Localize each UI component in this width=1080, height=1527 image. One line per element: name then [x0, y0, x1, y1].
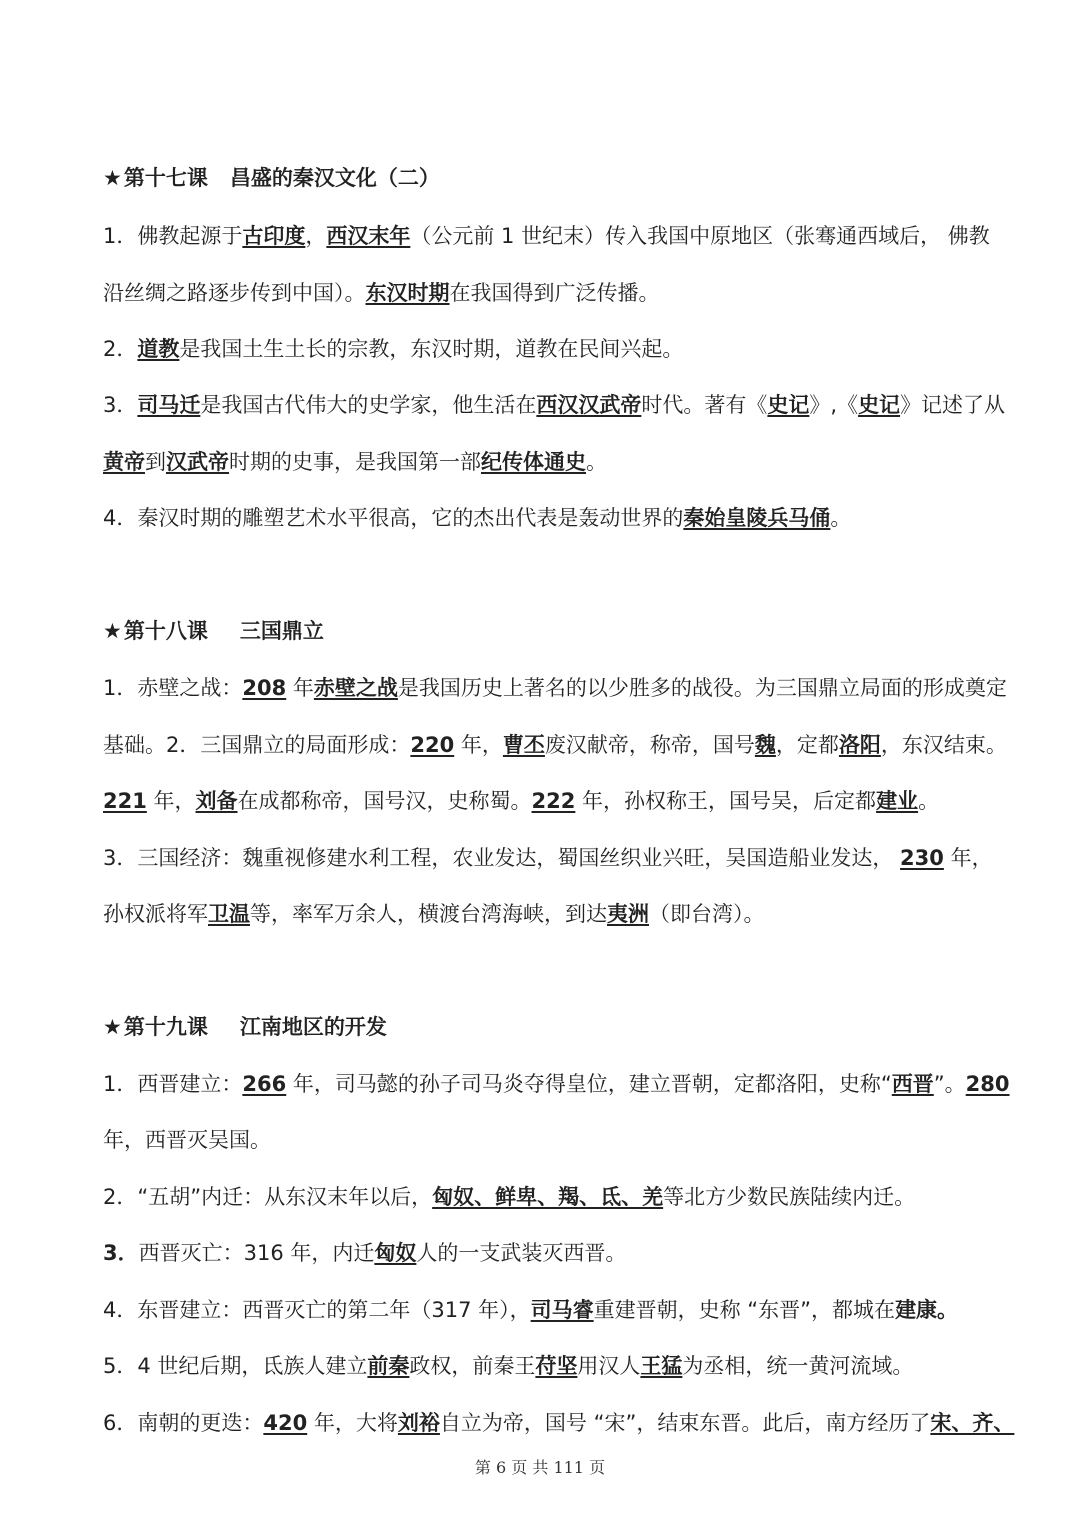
star-icon: ★: [103, 619, 122, 643]
key-term: 宋、齐、: [930, 1411, 1015, 1435]
key-term: 史记: [767, 393, 810, 417]
key-term: 西汉末年: [326, 224, 411, 248]
key-term: 230: [900, 846, 944, 870]
key-term: 苻坚: [535, 1354, 578, 1378]
key-term: 280: [965, 1072, 1010, 1096]
key-term: 东汉时期: [365, 281, 450, 305]
key-term: 秦始皇陵兵马俑: [683, 506, 831, 530]
key-term: 221: [103, 789, 147, 813]
key-term: 前秦: [367, 1354, 410, 1378]
paragraph-line: 3．西晋灭亡：316 年，内迁匈奴人的一支武装灭西晋。: [103, 1241, 627, 1265]
paragraph-line: 年，西晋灭吴国。: [103, 1128, 271, 1152]
paragraph-line: 孙权派将军卫温等，率军万余人，横渡台湾海峡，到达夷洲（即台湾）。: [103, 902, 765, 926]
key-term: 汉武帝: [166, 450, 229, 474]
key-term: 西晋: [891, 1072, 934, 1096]
key-term: 匈奴: [374, 1241, 417, 1265]
paragraph-line: 基础。2．三国鼎立的局面形成：220 年，曹丕废汉献帝，称帝，国号魏，定都洛阳，东汉结束。: [103, 733, 1007, 757]
key-term: 司马睿: [530, 1298, 594, 1322]
paragraph-line: 5．4 世纪后期，氐族人建立前秦政权，前秦王苻坚用汉人王猛为丞相，统一黄河流域。: [103, 1354, 914, 1378]
key-term: 建康。: [895, 1298, 959, 1322]
paragraph-line: 沿丝绸之路逐步传到中国）。东汉时期在我国得到广泛传播。: [103, 281, 660, 305]
paragraph-line: 4．秦汉时期的雕塑艺术水平很高，它的杰出代表是轰动世界的秦始皇陵兵马俑。: [103, 506, 852, 530]
paragraph-line: 221 年，刘备在成都称帝，国号汉，史称蜀。222 年，孙权称王，国号吴，后定都建业。: [103, 789, 940, 813]
key-term: 司马迁: [137, 393, 201, 417]
star-icon: ★: [103, 1015, 122, 1039]
paragraph-line: 1．佛教起源于古印度，西汉末年（公元前 1 世纪末）传入我国中原地区（张骞通西域后， 佛教: [103, 224, 990, 248]
key-term: 刘裕: [397, 1411, 440, 1435]
key-term: 赤壁之战: [313, 676, 398, 700]
paragraph-line: 黄帝到汉武帝时期的史事，是我国第一部纪传体通史。: [103, 450, 607, 474]
star-icon: ★: [103, 166, 122, 190]
key-term: 222: [531, 789, 576, 813]
key-term: 纪传体通史: [481, 450, 586, 474]
paragraph-line: 3．三国经济：魏重视修建水利工程，农业发达，蜀国丝织业兴旺，吴国造船业发达， 230 年，: [103, 846, 993, 870]
key-term: 420: [263, 1411, 308, 1435]
lesson-name: 三国鼎立: [239, 619, 324, 643]
section-17-title: [103, 163, 440, 193]
key-term: 魏: [754, 733, 776, 757]
lesson-number: 第十九课: [123, 1015, 208, 1039]
paragraph-line: 1．西晋建立：266 年，司马懿的孙子司马炎夺得皇位，建立晋朝，定都洛阳，史称“西晋”。280: [103, 1072, 1010, 1096]
key-term: 刘备: [195, 789, 238, 813]
lesson-name: 江南地区的开发: [239, 1015, 387, 1039]
lesson-number: 第十七课: [123, 166, 208, 190]
key-term: 史记: [858, 393, 901, 417]
paragraph-line: 3．司马迁是我国古代伟大的史学家，他生活在西汉汉武帝时代。著有《史记》,《史记》记述了从: [103, 393, 1006, 417]
key-term: 266: [242, 1072, 287, 1096]
lesson-name: 昌盛的秦汉文化（二）: [229, 166, 440, 190]
key-term: 220: [410, 733, 455, 757]
key-term: 208: [242, 676, 287, 700]
key-term: 夷洲: [607, 902, 649, 926]
paragraph-line: 1．赤壁之战：208 年赤壁之战是我国历史上著名的以少胜多的战役。为三国鼎立局面的形成奠定: [103, 676, 1007, 700]
page-footer: 第 6 页 共 111 页: [474, 1458, 606, 1477]
paragraph-line: 2．“五胡”内迁：从东汉末年以后，匈奴、鲜卑、羯、氐、羌等北方少数民族陆续内迁。: [103, 1185, 916, 1209]
section-19-title: [103, 1012, 387, 1042]
lesson-number: 第十八课: [123, 619, 208, 643]
key-term: 黄帝: [103, 450, 145, 474]
key-term: 卫温: [208, 902, 250, 926]
key-term: 古印度: [242, 224, 306, 248]
paragraph-line: 6．南朝的更迭：420 年，大将刘裕自立为帝，国号 “宋”，结束东晋。此后，南方经历了宋、齐、: [103, 1411, 1015, 1435]
key-term: 建业: [876, 789, 919, 813]
item-number: 3．: [103, 1241, 139, 1265]
paragraph-line: 2．道教是我国土生土长的宗教，东汉时期，道教在民间兴起。: [103, 337, 684, 361]
paragraph-line: 4．东晋建立：西晋灭亡的第二年（317 年），司马睿重建晋朝，史称 “东晋”，都城在建康。: [103, 1298, 959, 1322]
key-term: 洛阳: [838, 733, 881, 757]
section-18-title: [103, 616, 324, 646]
key-term: 匈奴、鲜卑、羯、氐、羌: [432, 1185, 664, 1209]
key-term: 道教: [137, 337, 180, 361]
key-term: 王猛: [640, 1354, 683, 1378]
key-term: 曹丕: [502, 733, 545, 757]
key-term: 西汉汉武帝: [536, 393, 642, 417]
